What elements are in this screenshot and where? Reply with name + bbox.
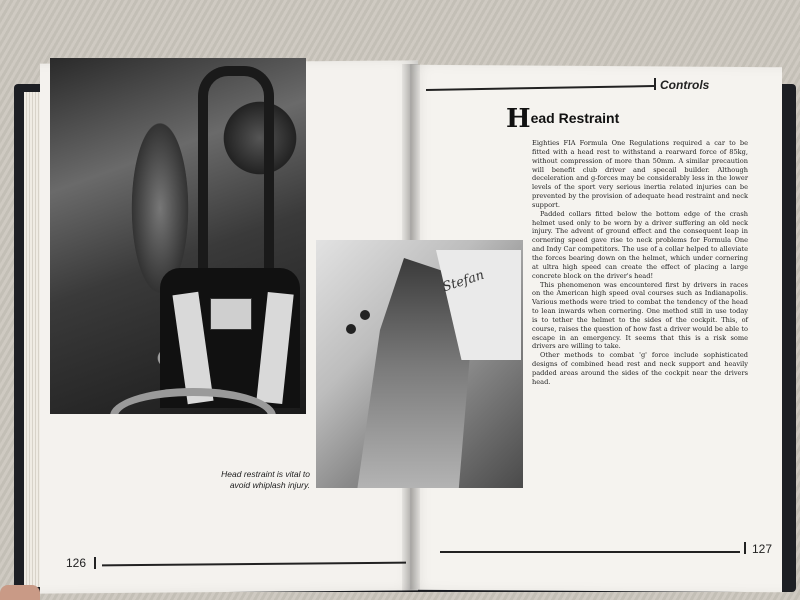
roll-bar [198, 66, 274, 286]
paragraph: Eighties FIA Formula One Regulations required a car to be fitted with a head rest to withstand a rearward force of 85kg, without compression of more than 50mm. A similar precaution will benefit club driver and specail builder. Although deceleration and g-forces may be considerably less in the lower levels of the sport very serious inertia related injuries can be prevented by the provision of adequate head restraint and neck support. [532, 139, 748, 209]
page-number-left: 126 [66, 556, 87, 570]
page-number-right: 127 [752, 542, 773, 556]
divider [654, 78, 656, 90]
bolt [346, 324, 356, 334]
title-initial: H [506, 104, 531, 134]
photo-caption: Head restraint is vital to avoid whiplash injury. [221, 469, 310, 490]
paragraph: This phenomenon was encountered first by drivers in races on the American high speed oval courses such as Indianapolis. Various methods were tried to combat the tendency of the head to lean inwards when cornering. One method still in use today is to tether the helmet to the sides of the cockpit. This, of course, raises the question of how fast a driver would be able to escape in an emergency. It seems that this is a risk some drivers are willing to take. [532, 280, 748, 351]
body-text [532, 139, 748, 387]
id-plate [210, 298, 252, 330]
head-restraint-photo [316, 240, 523, 488]
divider [744, 542, 746, 554]
title-rest: ead Restraint [530, 110, 620, 126]
bolt [360, 310, 370, 320]
page-title [506, 104, 619, 134]
divider [94, 557, 96, 569]
paragraph: Other methods to combat 'g' force include sophisticated designs of combined head rest and neck support and heavily padded areas around the sides of the cockpit near the drivers head. [532, 351, 748, 386]
section-header: Controls [660, 78, 710, 92]
finger [0, 585, 40, 600]
signature: Stefan [440, 267, 487, 296]
footer-rule-right [440, 551, 740, 553]
cockpit-photo [50, 58, 306, 414]
paragraph: Padded collars fitted below the bottom edge of the crash helmet used only to be worn by a driver suffering an old neck injury. The advent of ground effect and the consequent leap in cornering speed gave rise to neck problems for Formula One and Indy Car competitors. The use of a collar helped to alleviate the forces bearing down on the helmet, which under cornering at ultra high speed can create the effect of placing a large concrete block on the driver's head! [532, 209, 748, 280]
